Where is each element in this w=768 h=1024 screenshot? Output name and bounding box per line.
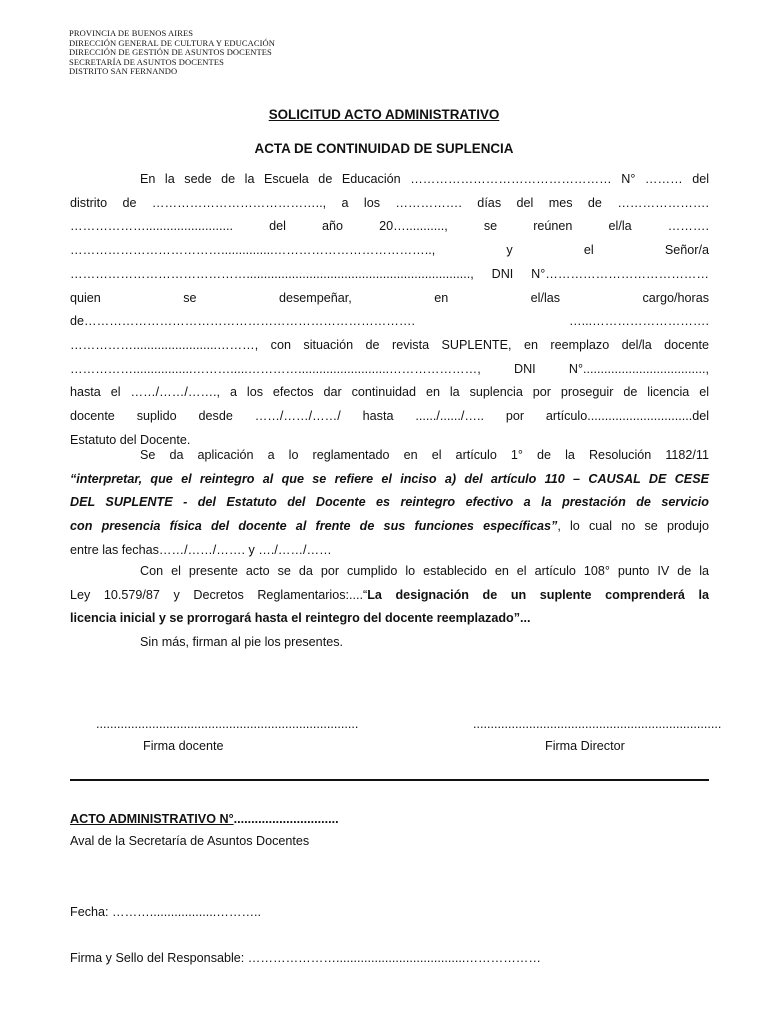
horizontal-divider (70, 779, 709, 781)
quote-line: “interpretar, que el reintegro al que se refiere el inciso a) del artículo 110 – CAUSAL DE CESE (70, 471, 709, 486)
header-line: DISTRITO SAN FERNANDO (69, 66, 178, 76)
text-line: …………….................……….....…………..........................…………………, DNI N°..................................., (70, 361, 709, 376)
admin-act-number-field: .............................. (233, 812, 339, 826)
admin-act-title: ACTO ADMINISTRATIVO N° (70, 812, 234, 826)
text-line: distrito de ………………………………….., a los ……………. días del mes de …………………. (70, 195, 709, 210)
firma-sello-field: Firma y Sello del Responsable: ………………….....................................……………… (70, 951, 541, 965)
text-fragment: Ley 10.579/87 y Decretos Reglamentarios:....“ (70, 587, 368, 602)
text-line: docente suplido desde ……/……/……/ hasta ....../....../….. por artículo..............................del (70, 409, 709, 424)
paragraph-1 (70, 168, 709, 452)
admin-act-heading (70, 812, 339, 826)
closing-line: Sin más, firman al pie los presentes. (140, 635, 343, 650)
aval-line: Aval de la Secretaría de Asuntos Docentes (70, 834, 310, 848)
text-line: Con el presente acto se da por cumplido lo establecido en el artículo 108° punto IV de la (140, 564, 709, 578)
signature-line-docente: ........................................................................... (96, 717, 359, 731)
text-line (70, 515, 709, 539)
signature-line-director: ....................................................................... (473, 717, 722, 731)
header-line: DIRECCIÓN DE GESTIÓN DE ASUNTOS DOCENTES (69, 47, 272, 57)
quote-line: con presencia física del docente al frente de sus funciones específicas” (70, 519, 558, 534)
quote-line: DEL SUPLENTE - del Estatuto del Docente es reintegro efectivo a la prestación de servicio (70, 495, 709, 510)
paragraph-3 (70, 560, 709, 655)
institution-header (69, 29, 275, 77)
header-line: PROVINCIA DE BUENOS AIRES (69, 28, 194, 38)
bold-fragment: La designación de un suplente comprenderá la (367, 587, 710, 602)
text-line: licencia inicial y se prorrogará hasta el reintegro del docente reemplazado”... (70, 611, 531, 626)
text-line: hasta el ……/……/……., a los efectos dar continuidad en la suplencia por proseguir de licencia el (70, 385, 709, 400)
signature-label-docente: Firma docente (143, 739, 224, 753)
document-title: SOLICITUD ACTO ADMINISTRATIVO (268, 107, 500, 122)
text-line: de……………………………………………………………………. …...………………………. (70, 314, 709, 329)
text-line (70, 584, 709, 608)
header-line: DIRECCIÓN GENERAL DE CULTURA Y EDUCACIÓN (69, 37, 276, 48)
text-line: quien se desempeñar, en el/las cargo/horas (70, 290, 709, 305)
text-line: Se da aplicación a lo reglamentado en el artículo 1° de la Resolución 1182/11 (140, 448, 709, 462)
text-line: Estatuto del Docente. (70, 432, 191, 447)
text-line: ………………………………...............……………………………….., y el Señor/a (70, 243, 709, 258)
header-line: SECRETARÍA DE ASUNTOS DOCENTES (69, 56, 224, 67)
paragraph-2 (70, 444, 709, 563)
text-line: ………………......................... del año 20…..........., se reúnen el/la ………. (70, 219, 709, 234)
text-line: ……………………………………................................................................, DNI N°………………………………… (70, 266, 709, 281)
fecha-field: Fecha: ………...................……….. (70, 905, 262, 919)
text-line: entre las fechas……/……/……. y …./……/…… (70, 542, 332, 557)
text-line: ……………........................………, con situación de revista SUPLENTE, en reemplazo del/la docente (70, 337, 709, 352)
signature-label-director: Firma Director (545, 739, 625, 753)
document-subtitle: ACTA DE CONTINUIDAD DE SUPLENCIA (254, 141, 514, 156)
text-fragment: , lo cual no se produjo (557, 519, 709, 534)
text-line: En la sede de la Escuela de Educación ………………………………………… N° ……… del (140, 172, 709, 186)
